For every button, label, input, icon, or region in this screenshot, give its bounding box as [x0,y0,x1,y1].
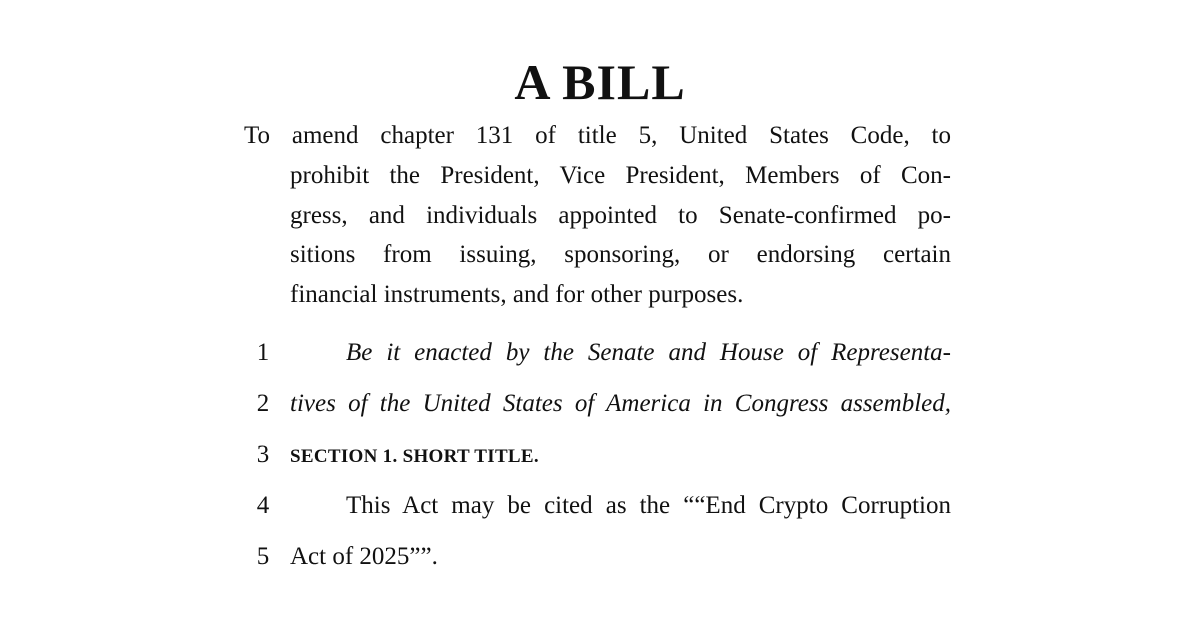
line-number-3: 3 [256,441,270,468]
short-title-line-2: Act of 2025””. [290,543,438,570]
line-number-1: 1 [256,339,270,366]
enacting-clause-line-2: tives of the United States of America in Congress assembled, [290,390,951,417]
line-number-5: 5 [256,543,270,570]
purpose-line-2: prohibit the President, Vice President, Members of Con- [290,162,951,189]
enacting-clause-line-1: Be it enacted by the Senate and House of Representa- [346,339,951,366]
line-number-2: 2 [256,390,270,417]
purpose-line-5: financial instruments, and for other purposes. [290,281,744,308]
section-heading: SECTION 1. SHORT TITLE. [290,446,539,467]
line-number-4: 4 [256,492,270,519]
purpose-line-3: gress, and individuals appointed to Senate-confirmed po- [290,202,951,229]
purpose-line-1: To amend chapter 131 of title 5, United States Code, to [244,122,951,149]
purpose-line-4: sitions from issuing, sponsoring, or endorsing certain [290,241,951,268]
bill-title: A BILL [514,54,686,110]
short-title-line-1: This Act may be cited as the ““End Crypto Corruption [346,492,951,519]
